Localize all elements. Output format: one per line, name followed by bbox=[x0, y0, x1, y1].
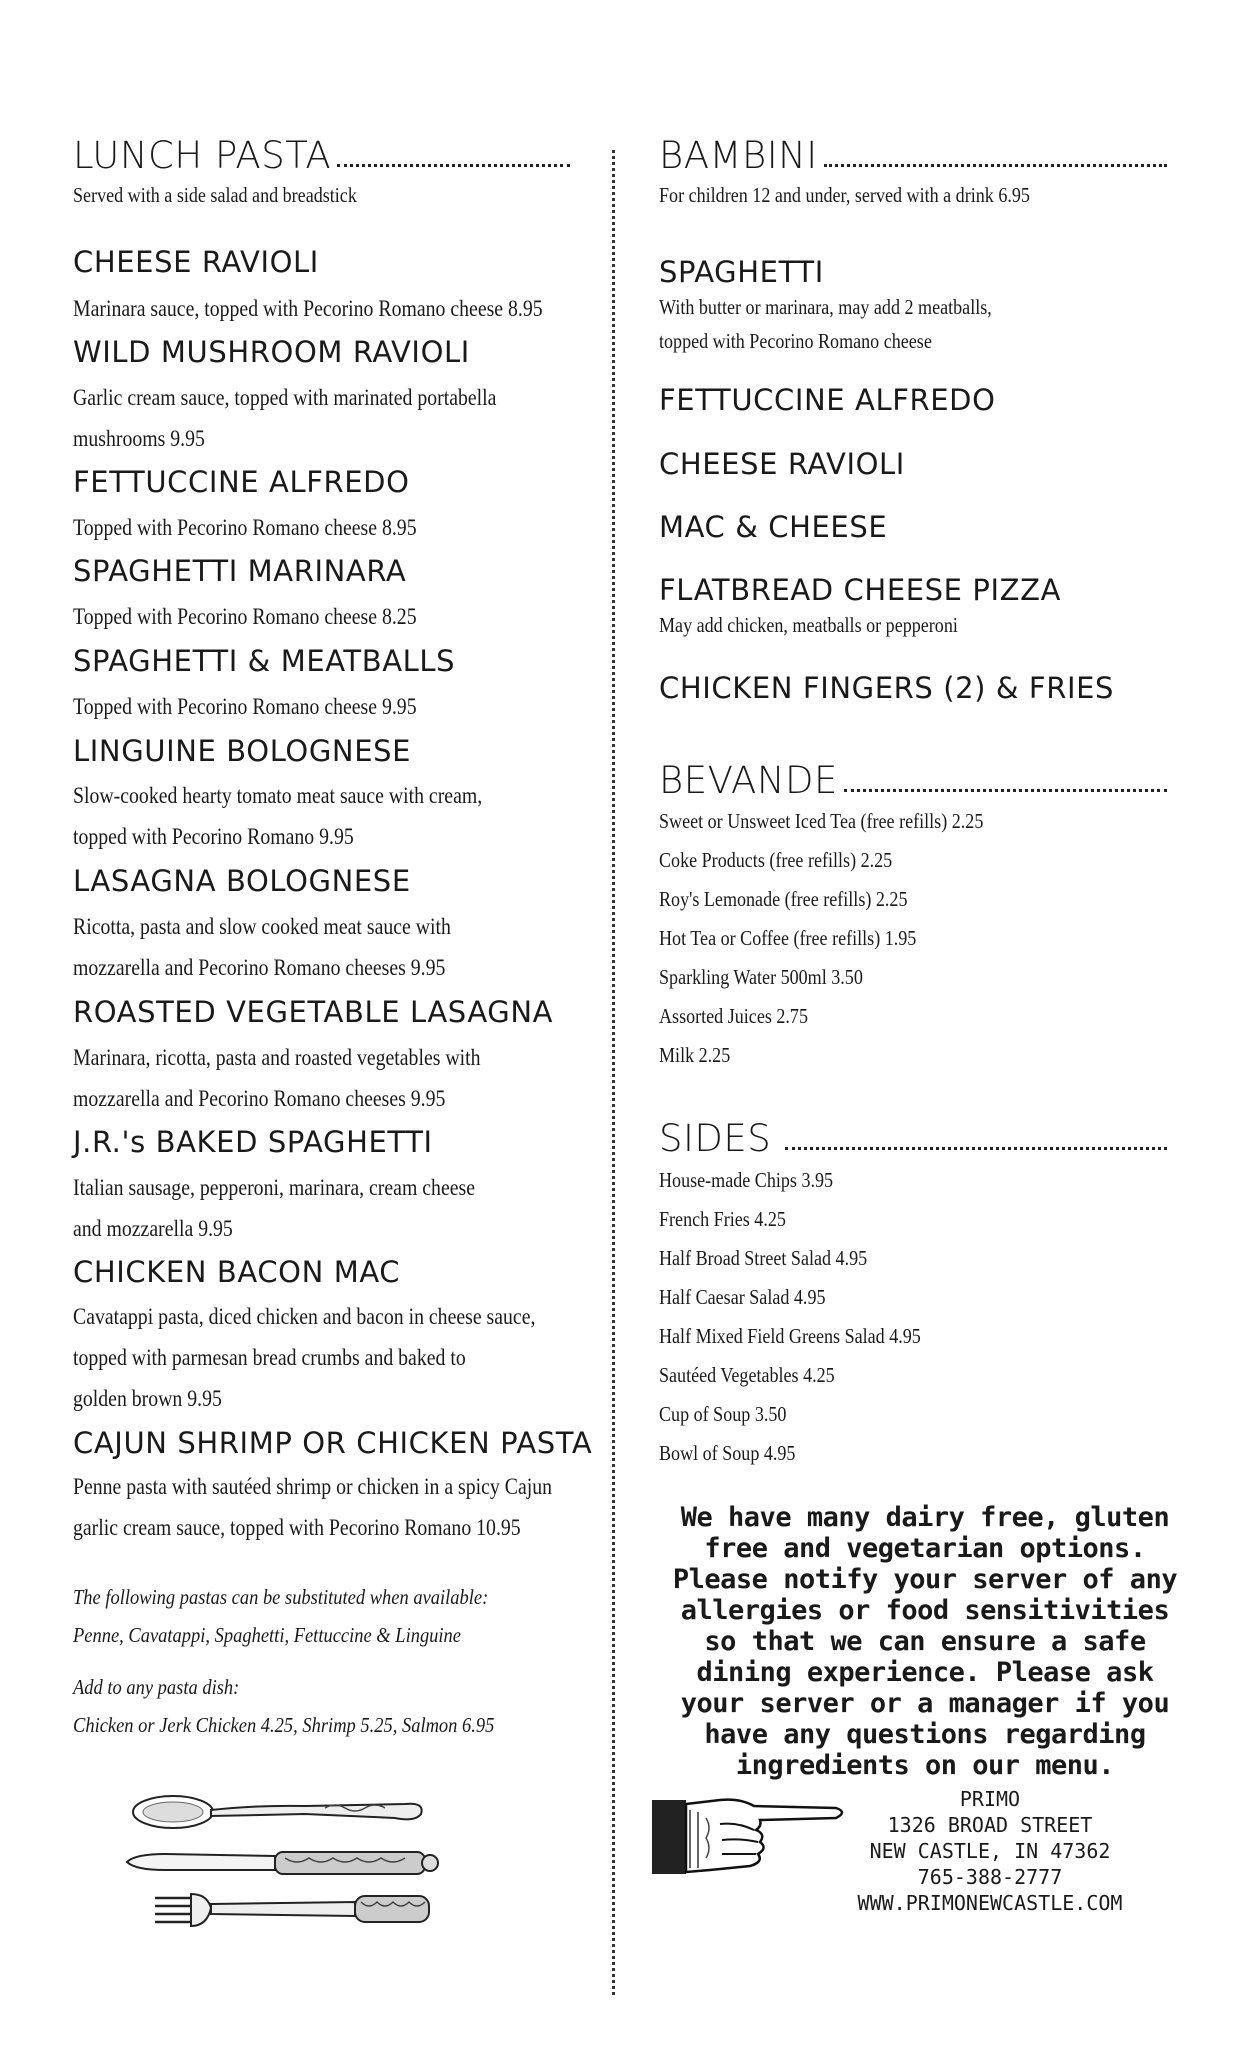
bambini-subtitle: For children 12 and under, served with a drink 6.95 bbox=[659, 183, 1030, 207]
menu-item-name: SPAGHETTI MARINARA bbox=[73, 554, 407, 588]
side-item: Half Caesar Salad 4.95 bbox=[659, 1285, 826, 1309]
menu-item-desc: Ricotta, pasta and slow cooked meat sauce with mozzarella and Pecorino Romano cheeses 9.95 bbox=[73, 914, 451, 980]
side-item: Bowl of Soup 4.95 bbox=[659, 1441, 796, 1465]
side-item: House-made Chips 3.95 bbox=[659, 1168, 834, 1192]
menu-item-desc: Cavatappi pasta, diced chicken and bacon in cheese sauce, topped with parmesan bread crumbs and baked to golden brown 9.95 bbox=[73, 1304, 536, 1411]
section-leader-dots bbox=[844, 789, 1167, 792]
menu-item-name: J.R.'s BAKED SPAGHETTI bbox=[73, 1125, 433, 1159]
sides-header bbox=[659, 1117, 1167, 1160]
sides-title: SIDES bbox=[659, 1117, 772, 1160]
beverage-item: Roy's Lemonade (free refills) 2.25 bbox=[659, 887, 908, 911]
fork-icon bbox=[155, 1894, 429, 1926]
menu-item-name: CHEESE RAVIOLI bbox=[73, 245, 319, 279]
phone-number: 765-388-2777 bbox=[917, 1865, 1063, 1889]
lunch-pasta-subtitle: Served with a side salad and breadstick bbox=[73, 183, 357, 207]
beverage-item: Assorted Juices 2.75 bbox=[659, 1004, 808, 1028]
beverage-item: Hot Tea or Coffee (free refills) 1.95 bbox=[659, 926, 917, 950]
section-leader-dots bbox=[337, 164, 570, 167]
menu-item-desc: Topped with Pecorino Romano cheese 9.95 bbox=[73, 694, 417, 719]
side-item: Sautéed Vegetables 4.25 bbox=[659, 1363, 835, 1387]
bambini-title: BAMBINI bbox=[659, 134, 818, 177]
side-item: Half Broad Street Salad 4.95 bbox=[659, 1246, 868, 1270]
menu-item-desc: Marinara, ricotta, pasta and roasted vegetables with mozzarella and Pecorino Romano cheeses 9.95 bbox=[73, 1045, 481, 1111]
menu-item-name: CHICKEN FINGERS (2) & FRIES bbox=[659, 671, 1115, 705]
menu-item-name: CAJUN SHRIMP OR CHICKEN PASTA bbox=[73, 1426, 593, 1460]
knife-icon bbox=[127, 1852, 438, 1874]
section-leader-dots bbox=[785, 1147, 1167, 1150]
menu-item-name: LINGUINE BOLOGNESE bbox=[73, 734, 412, 768]
side-item: Half Mixed Field Greens Salad 4.95 bbox=[659, 1324, 921, 1348]
menu-item-desc: Slow-cooked hearty tomato meat sauce with cream, topped with Pecorino Romano 9.95 bbox=[73, 783, 483, 849]
menu-item-name: CHEESE RAVIOLI bbox=[659, 447, 905, 481]
street-address: 1326 BROAD STREET bbox=[887, 1813, 1093, 1837]
menu-item-name: CHICKEN BACON MAC bbox=[73, 1255, 401, 1289]
beverage-item: Milk 2.25 bbox=[659, 1043, 731, 1067]
beverage-item: Coke Products (free refills) 2.25 bbox=[659, 848, 893, 872]
side-item: French Fries 4.25 bbox=[659, 1207, 786, 1231]
bambini-header bbox=[659, 134, 1167, 177]
side-item: Cup of Soup 3.50 bbox=[659, 1402, 787, 1426]
spoon-icon bbox=[133, 1796, 422, 1828]
menu-item-desc: May add chicken, meatballs or pepperoni bbox=[659, 613, 958, 637]
menu-item-desc: Italian sausage, pepperoni, marinara, cream cheese and mozzarella 9.95 bbox=[73, 1175, 475, 1241]
menu-item-name: MAC & CHEESE bbox=[659, 510, 888, 544]
lunch-pasta-title: LUNCH PASTA bbox=[73, 134, 332, 177]
menu-item-name: FETTUCCINE ALFREDO bbox=[659, 383, 996, 417]
menu-item-desc: With butter or marinara, may add 2 meatballs, topped with Pecorino Romano cheese bbox=[659, 295, 992, 353]
menu-item-name: LASAGNA BOLOGNESE bbox=[73, 864, 411, 898]
column-divider bbox=[612, 150, 615, 1995]
menu-item-desc: Marinara sauce, topped with Pecorino Romano cheese 8.95 bbox=[73, 296, 543, 321]
bevande-title: BEVANDE bbox=[659, 759, 838, 802]
menu-item-desc: Topped with Pecorino Romano cheese 8.95 bbox=[73, 515, 417, 540]
restaurant-name: PRIMO bbox=[959, 1787, 1021, 1811]
website-link[interactable]: WWW.PRIMONEWCASTLE.COM bbox=[857, 1891, 1123, 1915]
allergy-notice: We have many dairy free, gluten free and vegetarian options. Please notify your server of any allergies or food sensitivities so that we can ensure a safe dining experience. Please ask your server or a manager if you have any questions regarding ingredients on our menu. bbox=[672, 1502, 1178, 1781]
menu-item-name: SPAGHETTI bbox=[659, 255, 824, 289]
beverage-item: Sweet or Unsweet Iced Tea (free refills) 2.25 bbox=[659, 809, 984, 833]
menu-item-desc: Topped with Pecorino Romano cheese 8.25 bbox=[73, 604, 417, 629]
restaurant-address bbox=[820, 1786, 1160, 1916]
section-leader-dots bbox=[824, 164, 1167, 167]
menu-item-desc: Garlic cream sauce, topped with marinated portabella mushrooms 9.95 bbox=[73, 385, 497, 451]
menu-item-name: SPAGHETTI & MEATBALLS bbox=[73, 644, 456, 678]
menu-item-desc: Penne pasta with sautéed shrimp or chicken in a spicy Cajun garlic cream sauce, topped with Pecorino Romano 10.95 bbox=[73, 1474, 553, 1540]
city-state-zip: NEW CASTLE, IN 47362 bbox=[869, 1839, 1111, 1863]
lunch-pasta-header bbox=[73, 134, 570, 177]
menu-item-name: WILD MUSHROOM RAVIOLI bbox=[73, 335, 470, 369]
beverage-item: Sparkling Water 500ml 3.50 bbox=[659, 965, 863, 989]
menu-item-name: FLATBREAD CHEESE PIZZA bbox=[659, 573, 1062, 607]
pasta-addon-note: Add to any pasta dish: Chicken or Jerk Chicken 4.25, Shrimp 5.25, Salmon 6.95 bbox=[73, 1675, 495, 1737]
pasta-substitution-note: The following pastas can be substituted when available: Penne, Cavatappi, Spaghetti, Fettuccine & Linguine bbox=[73, 1585, 489, 1647]
menu-item-name: ROASTED VEGETABLE LASAGNA bbox=[73, 995, 554, 1029]
menu-item-name: FETTUCCINE ALFREDO bbox=[73, 465, 410, 499]
bevande-header bbox=[659, 759, 1167, 802]
cutlery-icon bbox=[125, 1790, 455, 1940]
